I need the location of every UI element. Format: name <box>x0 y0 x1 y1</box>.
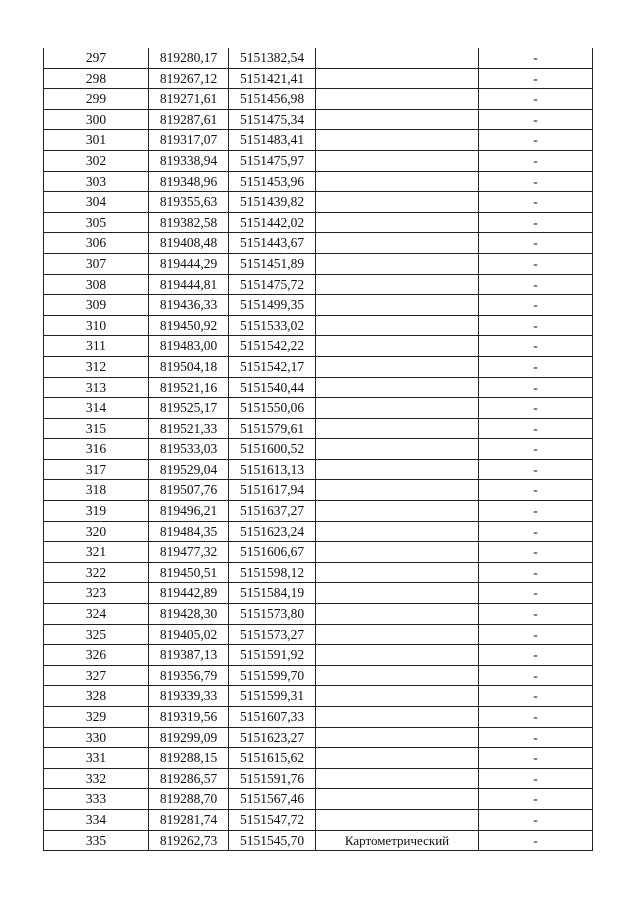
x-coordinate-cell: 819442,89 <box>149 583 229 604</box>
method-cell <box>316 377 479 398</box>
point-number-cell: 327 <box>44 665 149 686</box>
point-number-cell: 321 <box>44 542 149 563</box>
x-coordinate-cell: 819356,79 <box>149 665 229 686</box>
point-number-cell: 334 <box>44 809 149 830</box>
x-coordinate-cell: 819280,17 <box>149 48 229 68</box>
table-row <box>44 48 593 68</box>
accuracy-cell: - <box>479 315 593 336</box>
accuracy-cell: - <box>479 830 593 851</box>
accuracy-cell: - <box>479 768 593 789</box>
point-number-cell: 314 <box>44 398 149 419</box>
accuracy-cell: - <box>479 583 593 604</box>
y-coordinate-cell: 5151607,33 <box>229 707 316 728</box>
accuracy-cell: - <box>479 521 593 542</box>
point-number-cell: 297 <box>44 48 149 68</box>
x-coordinate-cell: 819286,57 <box>149 768 229 789</box>
x-coordinate-cell: 819348,96 <box>149 171 229 192</box>
table-row <box>44 295 593 316</box>
method-cell <box>316 192 479 213</box>
y-coordinate-cell: 5151499,35 <box>229 295 316 316</box>
accuracy-cell: - <box>479 68 593 89</box>
table-row <box>44 768 593 789</box>
accuracy-cell: - <box>479 398 593 419</box>
accuracy-cell: - <box>479 109 593 130</box>
table-row <box>44 789 593 810</box>
y-coordinate-cell: 5151599,70 <box>229 665 316 686</box>
point-number-cell: 329 <box>44 707 149 728</box>
accuracy-cell: - <box>479 604 593 625</box>
y-coordinate-cell: 5151591,92 <box>229 645 316 666</box>
point-number-cell: 322 <box>44 562 149 583</box>
point-number-cell: 306 <box>44 233 149 254</box>
table-row <box>44 604 593 625</box>
table-row <box>44 233 593 254</box>
y-coordinate-cell: 5151382,54 <box>229 48 316 68</box>
point-number-cell: 319 <box>44 501 149 522</box>
x-coordinate-cell: 819477,32 <box>149 542 229 563</box>
method-cell <box>316 562 479 583</box>
x-coordinate-cell: 819319,56 <box>149 707 229 728</box>
method-cell: Картометрический <box>316 830 479 851</box>
accuracy-cell: - <box>479 130 593 151</box>
y-coordinate-cell: 5151475,72 <box>229 274 316 295</box>
table-row <box>44 624 593 645</box>
point-number-cell: 318 <box>44 480 149 501</box>
point-number-cell: 315 <box>44 418 149 439</box>
y-coordinate-cell: 5151613,13 <box>229 459 316 480</box>
x-coordinate-cell: 819271,61 <box>149 89 229 110</box>
y-coordinate-cell: 5151442,02 <box>229 212 316 233</box>
method-cell <box>316 707 479 728</box>
x-coordinate-cell: 819507,76 <box>149 480 229 501</box>
method-cell <box>316 295 479 316</box>
point-number-cell: 309 <box>44 295 149 316</box>
method-cell <box>316 109 479 130</box>
x-coordinate-cell: 819450,92 <box>149 315 229 336</box>
y-coordinate-cell: 5151456,98 <box>229 89 316 110</box>
y-coordinate-cell: 5151599,31 <box>229 686 316 707</box>
table-row <box>44 748 593 769</box>
x-coordinate-cell: 819529,04 <box>149 459 229 480</box>
x-coordinate-cell: 819387,13 <box>149 645 229 666</box>
y-coordinate-cell: 5151567,46 <box>229 789 316 810</box>
y-coordinate-cell: 5151483,41 <box>229 130 316 151</box>
point-number-cell: 298 <box>44 68 149 89</box>
accuracy-cell: - <box>479 274 593 295</box>
point-number-cell: 312 <box>44 356 149 377</box>
x-coordinate-cell: 819450,51 <box>149 562 229 583</box>
y-coordinate-cell: 5151598,12 <box>229 562 316 583</box>
accuracy-cell: - <box>479 212 593 233</box>
y-coordinate-cell: 5151453,96 <box>229 171 316 192</box>
accuracy-cell: - <box>479 624 593 645</box>
y-coordinate-cell: 5151615,62 <box>229 748 316 769</box>
table-row <box>44 130 593 151</box>
y-coordinate-cell: 5151623,24 <box>229 521 316 542</box>
accuracy-cell: - <box>479 171 593 192</box>
accuracy-cell: - <box>479 562 593 583</box>
x-coordinate-cell: 819405,02 <box>149 624 229 645</box>
method-cell <box>316 480 479 501</box>
table-row <box>44 459 593 480</box>
accuracy-cell: - <box>479 542 593 563</box>
point-number-cell: 304 <box>44 192 149 213</box>
x-coordinate-cell: 819436,33 <box>149 295 229 316</box>
table-row <box>44 398 593 419</box>
x-coordinate-cell: 819382,58 <box>149 212 229 233</box>
y-coordinate-cell: 5151421,41 <box>229 68 316 89</box>
table-row <box>44 521 593 542</box>
y-coordinate-cell: 5151475,34 <box>229 109 316 130</box>
x-coordinate-cell: 819267,12 <box>149 68 229 89</box>
y-coordinate-cell: 5151542,17 <box>229 356 316 377</box>
method-cell <box>316 336 479 357</box>
coordinates-table-body <box>44 48 593 851</box>
table-row <box>44 418 593 439</box>
accuracy-cell: - <box>479 459 593 480</box>
table-row <box>44 377 593 398</box>
point-number-cell: 323 <box>44 583 149 604</box>
point-number-cell: 324 <box>44 604 149 625</box>
y-coordinate-cell: 5151623,27 <box>229 727 316 748</box>
x-coordinate-cell: 819521,33 <box>149 418 229 439</box>
table-row <box>44 315 593 336</box>
method-cell <box>316 501 479 522</box>
point-number-cell: 332 <box>44 768 149 789</box>
y-coordinate-cell: 5151545,70 <box>229 830 316 851</box>
method-cell <box>316 521 479 542</box>
table-row <box>44 356 593 377</box>
y-coordinate-cell: 5151475,97 <box>229 150 316 171</box>
point-number-cell: 331 <box>44 748 149 769</box>
method-cell <box>316 768 479 789</box>
accuracy-cell: - <box>479 89 593 110</box>
table-row <box>44 150 593 171</box>
table-row <box>44 89 593 110</box>
y-coordinate-cell: 5151584,19 <box>229 583 316 604</box>
method-cell <box>316 439 479 460</box>
method-cell <box>316 274 479 295</box>
table-row <box>44 686 593 707</box>
point-number-cell: 333 <box>44 789 149 810</box>
method-cell <box>316 809 479 830</box>
x-coordinate-cell: 819496,21 <box>149 501 229 522</box>
method-cell <box>316 459 479 480</box>
table-row <box>44 109 593 130</box>
accuracy-cell: - <box>479 748 593 769</box>
y-coordinate-cell: 5151443,67 <box>229 233 316 254</box>
x-coordinate-cell: 819428,30 <box>149 604 229 625</box>
table-row <box>44 727 593 748</box>
point-number-cell: 330 <box>44 727 149 748</box>
method-cell <box>316 542 479 563</box>
point-number-cell: 311 <box>44 336 149 357</box>
accuracy-cell: - <box>479 48 593 68</box>
y-coordinate-cell: 5151573,80 <box>229 604 316 625</box>
x-coordinate-cell: 819504,18 <box>149 356 229 377</box>
method-cell <box>316 130 479 151</box>
method-cell <box>316 789 479 810</box>
table-row <box>44 501 593 522</box>
method-cell <box>316 645 479 666</box>
method-cell <box>316 150 479 171</box>
y-coordinate-cell: 5151547,72 <box>229 809 316 830</box>
accuracy-cell: - <box>479 809 593 830</box>
method-cell <box>316 418 479 439</box>
x-coordinate-cell: 819338,94 <box>149 150 229 171</box>
table-row <box>44 665 593 686</box>
accuracy-cell: - <box>479 789 593 810</box>
x-coordinate-cell: 819525,17 <box>149 398 229 419</box>
y-coordinate-cell: 5151617,94 <box>229 480 316 501</box>
point-number-cell: 299 <box>44 89 149 110</box>
y-coordinate-cell: 5151579,61 <box>229 418 316 439</box>
method-cell <box>316 48 479 68</box>
method-cell <box>316 356 479 377</box>
point-number-cell: 335 <box>44 830 149 851</box>
point-number-cell: 326 <box>44 645 149 666</box>
method-cell <box>316 315 479 336</box>
point-number-cell: 301 <box>44 130 149 151</box>
point-number-cell: 325 <box>44 624 149 645</box>
table-row <box>44 274 593 295</box>
accuracy-cell: - <box>479 480 593 501</box>
method-cell <box>316 253 479 274</box>
method-cell <box>316 748 479 769</box>
method-cell <box>316 604 479 625</box>
table-row <box>44 171 593 192</box>
table-row <box>44 830 593 851</box>
x-coordinate-cell: 819444,29 <box>149 253 229 274</box>
x-coordinate-cell: 819484,35 <box>149 521 229 542</box>
accuracy-cell: - <box>479 295 593 316</box>
point-number-cell: 303 <box>44 171 149 192</box>
table-row <box>44 253 593 274</box>
point-number-cell: 302 <box>44 150 149 171</box>
x-coordinate-cell: 819533,03 <box>149 439 229 460</box>
point-number-cell: 313 <box>44 377 149 398</box>
y-coordinate-cell: 5151637,27 <box>229 501 316 522</box>
table-row <box>44 645 593 666</box>
point-number-cell: 317 <box>44 459 149 480</box>
accuracy-cell: - <box>479 686 593 707</box>
table-row <box>44 707 593 728</box>
table-row <box>44 809 593 830</box>
x-coordinate-cell: 819288,15 <box>149 748 229 769</box>
method-cell <box>316 665 479 686</box>
accuracy-cell: - <box>479 439 593 460</box>
y-coordinate-cell: 5151550,06 <box>229 398 316 419</box>
accuracy-cell: - <box>479 377 593 398</box>
y-coordinate-cell: 5151540,44 <box>229 377 316 398</box>
accuracy-cell: - <box>479 727 593 748</box>
table-row <box>44 480 593 501</box>
point-number-cell: 308 <box>44 274 149 295</box>
x-coordinate-cell: 819288,70 <box>149 789 229 810</box>
x-coordinate-cell: 819444,81 <box>149 274 229 295</box>
method-cell <box>316 171 479 192</box>
x-coordinate-cell: 819262,73 <box>149 830 229 851</box>
method-cell <box>316 212 479 233</box>
table-row <box>44 562 593 583</box>
x-coordinate-cell: 819483,00 <box>149 336 229 357</box>
x-coordinate-cell: 819339,33 <box>149 686 229 707</box>
table-row <box>44 439 593 460</box>
table-row <box>44 68 593 89</box>
y-coordinate-cell: 5151573,27 <box>229 624 316 645</box>
accuracy-cell: - <box>479 233 593 254</box>
y-coordinate-cell: 5151591,76 <box>229 768 316 789</box>
y-coordinate-cell: 5151451,89 <box>229 253 316 274</box>
x-coordinate-cell: 819287,61 <box>149 109 229 130</box>
table-row <box>44 583 593 604</box>
x-coordinate-cell: 819299,09 <box>149 727 229 748</box>
table-row <box>44 336 593 357</box>
x-coordinate-cell: 819408,48 <box>149 233 229 254</box>
accuracy-cell: - <box>479 707 593 728</box>
accuracy-cell: - <box>479 336 593 357</box>
accuracy-cell: - <box>479 150 593 171</box>
x-coordinate-cell: 819355,63 <box>149 192 229 213</box>
method-cell <box>316 398 479 419</box>
method-cell <box>316 624 479 645</box>
y-coordinate-cell: 5151600,52 <box>229 439 316 460</box>
point-number-cell: 316 <box>44 439 149 460</box>
point-number-cell: 310 <box>44 315 149 336</box>
accuracy-cell: - <box>479 501 593 522</box>
point-number-cell: 300 <box>44 109 149 130</box>
y-coordinate-cell: 5151439,82 <box>229 192 316 213</box>
y-coordinate-cell: 5151542,22 <box>229 336 316 357</box>
table-row <box>44 192 593 213</box>
method-cell <box>316 89 479 110</box>
coordinates-table <box>43 48 593 851</box>
accuracy-cell: - <box>479 192 593 213</box>
y-coordinate-cell: 5151606,67 <box>229 542 316 563</box>
method-cell <box>316 583 479 604</box>
x-coordinate-cell: 819521,16 <box>149 377 229 398</box>
method-cell <box>316 233 479 254</box>
point-number-cell: 328 <box>44 686 149 707</box>
method-cell <box>316 686 479 707</box>
accuracy-cell: - <box>479 418 593 439</box>
y-coordinate-cell: 5151533,02 <box>229 315 316 336</box>
table-row <box>44 212 593 233</box>
table-row <box>44 542 593 563</box>
accuracy-cell: - <box>479 645 593 666</box>
accuracy-cell: - <box>479 253 593 274</box>
x-coordinate-cell: 819281,74 <box>149 809 229 830</box>
point-number-cell: 307 <box>44 253 149 274</box>
point-number-cell: 305 <box>44 212 149 233</box>
point-number-cell: 320 <box>44 521 149 542</box>
x-coordinate-cell: 819317,07 <box>149 130 229 151</box>
accuracy-cell: - <box>479 356 593 377</box>
method-cell <box>316 727 479 748</box>
method-cell <box>316 68 479 89</box>
accuracy-cell: - <box>479 665 593 686</box>
